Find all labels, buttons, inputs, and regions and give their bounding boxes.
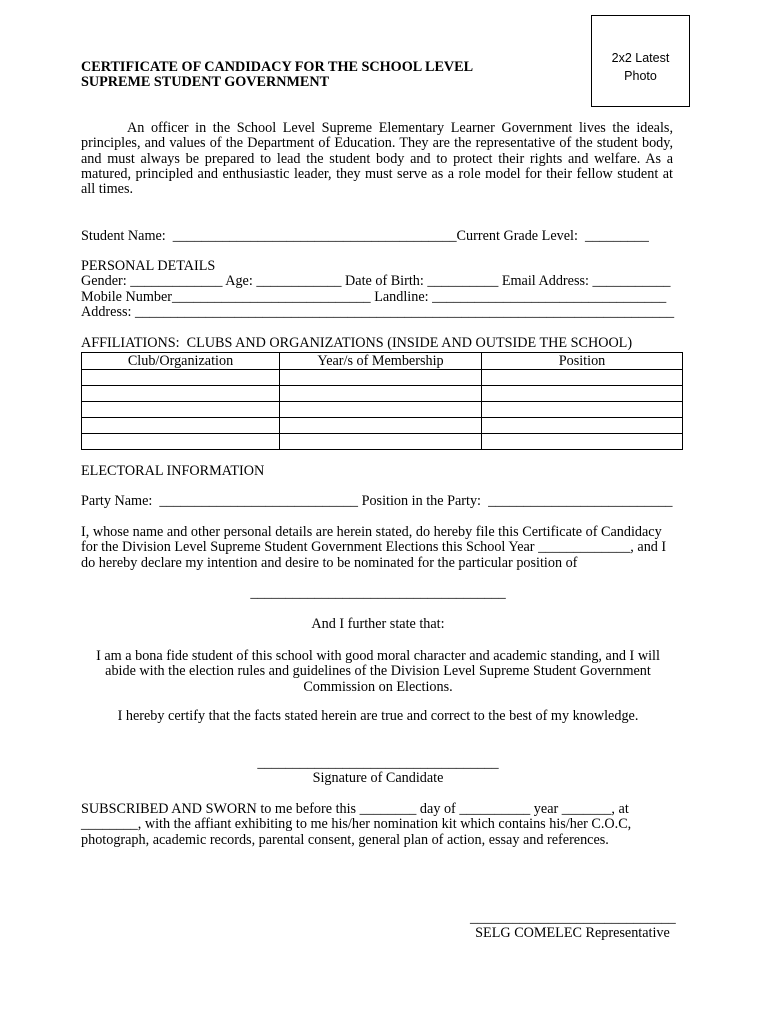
table-cell <box>82 402 280 418</box>
table-cell <box>280 386 482 402</box>
table-cell <box>82 386 280 402</box>
table-cell <box>82 370 280 386</box>
further-state-text: And I further state that: <box>311 616 445 632</box>
table-cell <box>280 402 482 418</box>
intro-paragraph <box>81 121 673 197</box>
candidate-statement-paragraph <box>81 649 675 695</box>
table-row <box>82 370 683 386</box>
document-title <box>81 60 473 91</box>
declaration-line: I, whose name and other personal details are herein stated, do hereby file this Certificate of Candidacy <box>81 524 662 540</box>
electoral-information-heading: ELECTORAL INFORMATION <box>81 463 265 479</box>
declaration-line: for the Division Level Supreme Student Government Elections this School Year _____________, and I <box>81 539 667 556</box>
intro-line: An officer in the School Level Supreme Elementary Learner Government lives the ideals, <box>127 120 673 136</box>
statement-line: abide with the election rules and guidelines of the Division Level Supreme Student Government <box>105 663 651 680</box>
statement-line: I am a bona fide student of this school with good moral character and academic standing, and I will <box>96 648 660 664</box>
title-line-1: CERTIFICATE OF CANDIDACY FOR THE SCHOOL LEVEL <box>81 59 474 75</box>
table-cell <box>280 434 482 450</box>
personal-details-heading: PERSONAL DETAILS <box>81 258 216 274</box>
position-blank-line: ____________________________________ <box>250 585 506 601</box>
table-row <box>82 418 683 434</box>
comelec-signature-block <box>470 911 675 942</box>
table-cell <box>82 434 280 450</box>
table-cell <box>482 402 683 418</box>
personal-details-section <box>81 259 674 320</box>
table-cell <box>280 370 482 386</box>
table-cell <box>280 418 482 434</box>
declaration-line: do hereby declare my intention and desire to be nominated for the particular position of <box>81 554 578 571</box>
subscribed-sworn-paragraph <box>81 802 631 848</box>
table-cell <box>482 418 683 434</box>
intro-line: principles, and values of the Department of Education. They are the representative of the student body, <box>81 135 673 152</box>
comelec-blank-line: _____________________________ <box>470 910 676 926</box>
title-line-2: SUPREME STUDENT GOVERNMENT <box>81 74 330 91</box>
candidate-signature-block <box>81 756 675 787</box>
student-name-grade-level-field: Student Name: ________________________________________Current Grade Level: _________ <box>81 228 649 244</box>
column-header-club: Club/Organization <box>82 353 280 370</box>
table-cell <box>482 370 683 386</box>
sworn-line: ________, with the affiant exhibiting to me his/her nomination kit which contains his/her C.O.C, <box>81 816 632 833</box>
table-cell <box>482 434 683 450</box>
table-row <box>82 386 683 402</box>
intro-line: all times. <box>81 181 134 198</box>
gender-age-birth-email-field: Gender: _____________ Age: ____________ Date of Birth: __________ Email Address: ___________ <box>81 273 671 290</box>
comelec-label: SELG COMELEC Representative <box>475 925 670 942</box>
candidacy-declaration-paragraph <box>81 525 666 571</box>
mobile-landline-field: Mobile Number____________________________ Landline: _________________________________ <box>81 288 667 305</box>
photo-placeholder-box <box>591 15 690 107</box>
affiliations-table <box>81 352 683 450</box>
table-row <box>82 434 683 450</box>
table-header-row <box>82 353 683 370</box>
sworn-line: photograph, academic records, parental consent, general plan of action, essay and references. <box>81 831 609 848</box>
photo-box-label-line1: 2x2 Latest <box>611 51 670 65</box>
table-row <box>82 402 683 418</box>
column-header-years: Year/s of Membership <box>280 353 482 370</box>
sworn-line: SUBSCRIBED AND SWORN to me before this ________ day of __________ year _______, at <box>81 801 629 817</box>
column-header-position: Position <box>482 353 683 370</box>
statement-line: Commission on Elections. <box>303 678 453 695</box>
party-name-position-field: Party Name: ____________________________ Position in the Party: __________________________ <box>81 493 673 509</box>
certification-text: I hereby certify that the facts stated herein are true and correct to the best of my knowledge. <box>117 708 639 724</box>
address-field: Address: ____________________________________________________________________________ <box>81 303 675 320</box>
intro-line: matured, principled and enthusiastic leader, they must serve as a role model for their fellow student at <box>81 165 673 182</box>
photo-box-label-line2: Photo <box>624 69 657 83</box>
table-cell <box>82 418 280 434</box>
affiliations-heading: AFFILIATIONS: CLUBS AND ORGANIZATIONS (INSIDE AND OUTSIDE THE SCHOOL) <box>81 335 633 351</box>
table-cell <box>482 386 683 402</box>
signature-label: Signature of Candidate <box>312 770 444 787</box>
intro-line: and must always be prepared to lead the student body and to protect their rights and welfare. As a <box>81 150 673 167</box>
signature-blank-line: __________________________________ <box>257 755 499 771</box>
